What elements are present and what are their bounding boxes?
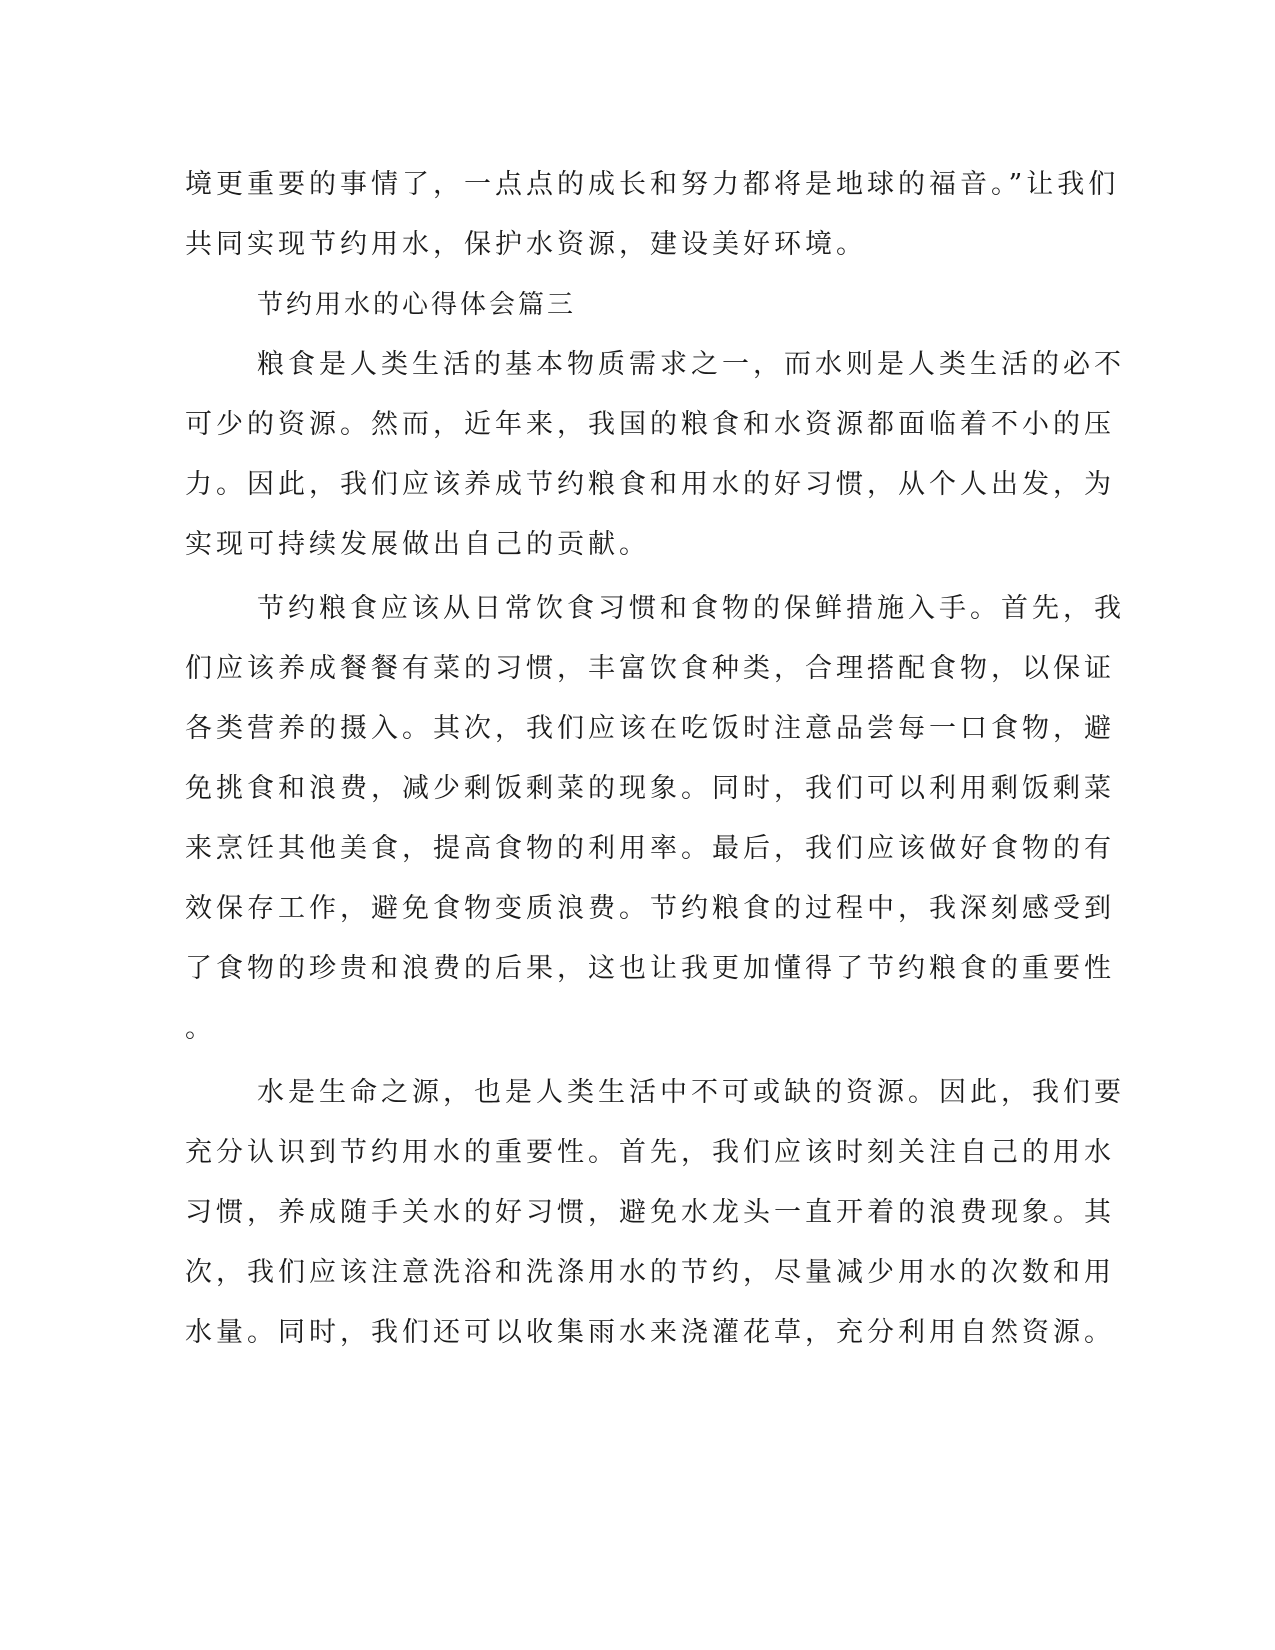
text-line: 水是生命之源，也是人类生活中不可或缺的资源。因此，我们要 <box>257 1077 1125 1108</box>
continued-paragraph <box>185 155 1120 275</box>
text-line: 水量。同时，我们还可以收集雨水来浇灌花草，充分利用自然资源。 <box>185 1317 1115 1348</box>
paragraph-grain-and-water <box>185 335 1125 575</box>
text-line: 各类营养的摄入。其次，我们应该在吃饭时注意品尝每一口食物，避 <box>185 713 1115 744</box>
document-body <box>185 155 1125 1363</box>
text-line: 粮食是人类生活的基本物质需求之一，而水则是人类生活的必不 <box>257 349 1125 380</box>
text-line: 可少的资源。然而，近年来，我国的粮食和水资源都面临着不小的压 <box>185 409 1115 440</box>
text-line: 充分认识到节约用水的重要性。首先，我们应该时刻关注自己的用水 <box>185 1137 1115 1168</box>
text-line: 们应该养成餐餐有菜的习惯，丰富饮食种类，合理搭配食物，以保证 <box>185 653 1115 684</box>
text-line: 共同实现节约用水，保护水资源，建设美好环境。 <box>185 229 867 260</box>
text-line: 了食物的珍贵和浪费的后果，这也让我更加懂得了节约粮食的重要性 <box>185 953 1115 984</box>
text-line: 节约粮食应该从日常饮食习惯和食物的保鲜措施入手。首先，我 <box>257 593 1125 624</box>
text-line: 。 <box>185 1013 216 1044</box>
text-line: 效保存工作，避免食物变质浪费。节约粮食的过程中，我深刻感受到 <box>185 893 1115 924</box>
text-line: 实现可持续发展做出自己的贡献。 <box>185 529 650 560</box>
text-line: 来烹饪其他美食，提高食物的利用率。最后，我们应该做好食物的有 <box>185 833 1115 864</box>
text-line: 次，我们应该注意洗浴和洗涤用水的节约，尽量减少用水的次数和用 <box>185 1257 1115 1288</box>
text-line: 境更重要的事情了，一点点的成长和努力都将是地球的福音。”让我们 <box>185 169 1120 200</box>
paragraph-saving-food <box>185 579 1125 1059</box>
text-line: 免挑食和浪费，减少剩饭剩菜的现象。同时，我们可以利用剩饭剩菜 <box>185 773 1115 804</box>
text-line: 力。因此，我们应该养成节约粮食和用水的好习惯，从个人出发，为 <box>185 469 1115 500</box>
text-line: 习惯，养成随手关水的好习惯，避免水龙头一直开着的浪费现象。其 <box>185 1197 1115 1228</box>
section-heading: 节约用水的心得体会篇三 <box>257 290 577 320</box>
paragraph-saving-water <box>185 1063 1125 1363</box>
